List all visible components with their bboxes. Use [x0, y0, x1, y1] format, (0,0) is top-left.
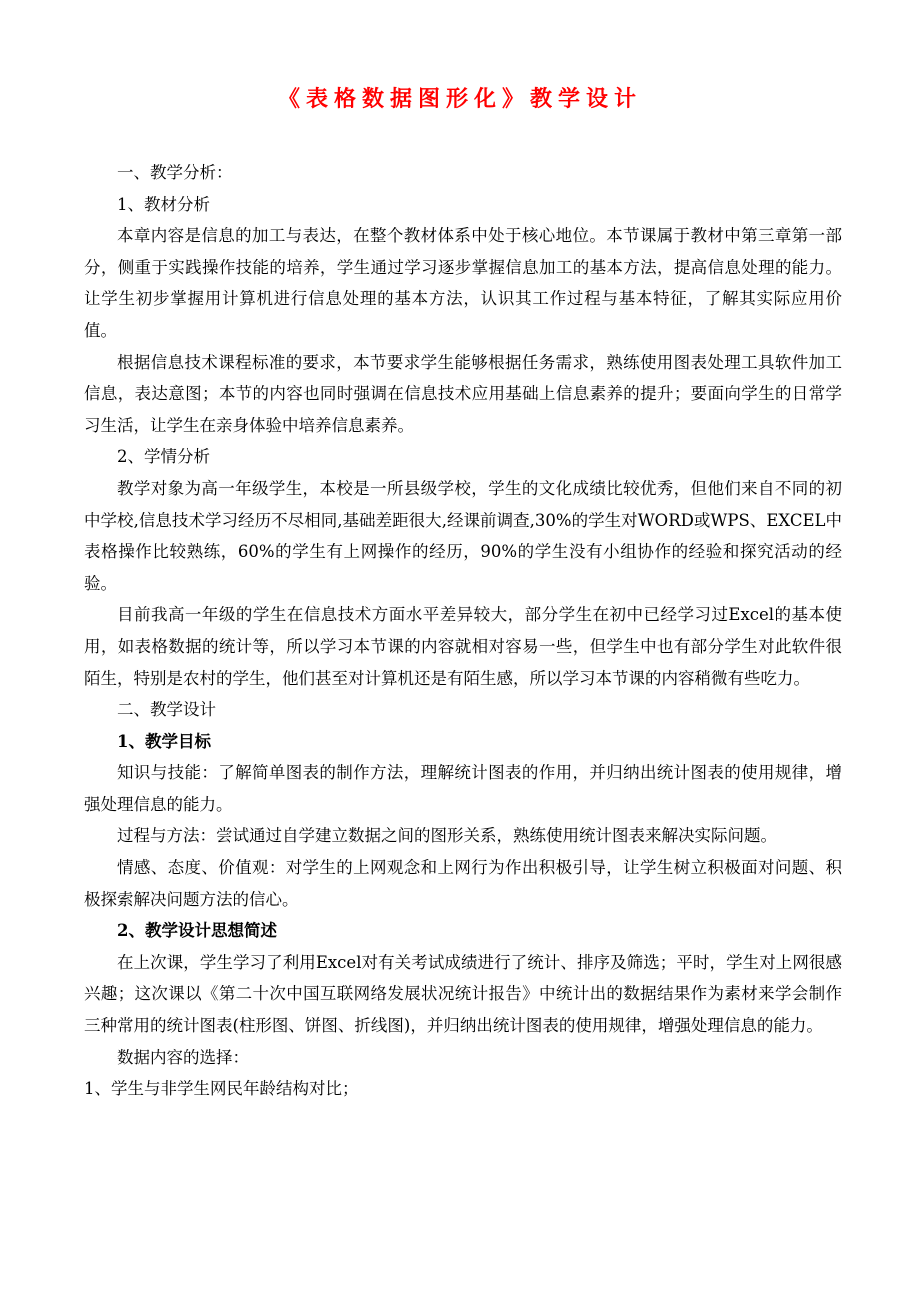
- subsection-heading-learner-analysis: 2、学情分析: [117, 447, 210, 467]
- subsection-heading-design-rationale: 2、教学设计思想简述: [117, 921, 277, 941]
- subsection-heading-textbook-analysis: 1、教材分析: [117, 194, 210, 214]
- paragraph-textbook-analysis-2: 根据信息技术课程标准的要求，本节要求学生能够根据任务需求，熟练使用图表处理工具软件加工信息，表达意图；本节的内容也同时强调在信息技术应用基础上信息素养的提升；要面向学生的日常学习生活，让学生在亲身体验中培养信息素养。: [84, 352, 842, 435]
- paragraph-textbook-analysis-1: 本章内容是信息的加工与表达，在整个教材体系中处于核心地位。本节课属于教材中第三章第一部分，侧重于实践操作技能的培养，学生通过学习逐步掌握信息加工的基本方法，提高信息处理的能力。让学生初步掌握用计算机进行信息处理的基本方法，认识其工作过程与基本特征，了解其实际应用价值。: [84, 226, 842, 340]
- paragraph-learner-analysis-1: 教学对象为高一年级学生，本校是一所县级学校，学生的文化成绩比较优秀，但他们来自不同的初中学校,信息技术学习经历不尽相同,基础差距很大,经课前调查,30%的学生对WORD或WPS、EXCEL中表格操作比较熟练，60%的学生有上网操作的经历，90%的学生没有小组协作的经验和探究活动的经验。: [84, 478, 842, 593]
- paragraph-data-item-1: 1、学生与非学生网民年龄结构对比；: [84, 1079, 359, 1099]
- paragraph-data-selection-heading: 数据内容的选择：: [117, 1047, 249, 1067]
- section-heading-teaching-analysis: 一、教学分析：: [117, 163, 233, 182]
- section-heading-teaching-design: 二、教学设计: [117, 700, 216, 720]
- document-body: [84, 157, 842, 1105]
- paragraph-design-rationale: 在上次课，学生学习了利用Excel对有关考试成绩进行了统计、排序及筛选；平时，学生对上网很感兴趣；这次课以《第二十次中国互联网络发展状况统计报告》中统计出的数据结果作为素材来学会制作三种常用的统计图表(柱形图、饼图、折线图)，并归纳出统计图表的使用规律，增强处理信息的能力。: [84, 952, 842, 1036]
- paragraph-goal-knowledge-skills: 知识与技能：了解简单图表的制作方法，理解统计图表的作用，并归纳出统计图表的使用规律，增强处理信息的能力。: [84, 763, 842, 814]
- paragraph-goal-attitudes-values: 情感、态度、价值观：对学生的上网观念和上网行为作出积极引导，让学生树立积极面对问题、积极探索解决问题方法的信心。: [84, 858, 842, 909]
- paragraph-learner-analysis-2: 目前我高一年级的学生在信息技术方面水平差异较大，部分学生在初中已经学习过Excel的基本使用，如表格数据的统计等，所以学习本节课的内容就相对容易一些，但学生中也有部分学生对此软件很陌生，特别是农村的学生，他们甚至对计算机还是有陌生感，所以学习本节课的内容稍微有些吃力。: [84, 605, 842, 688]
- paragraph-goal-process-methods: 过程与方法：尝试通过自学建立数据之间的图形关系，熟练使用统计图表来解决实际问题。: [117, 826, 777, 846]
- subsection-heading-teaching-goals: 1、教学目标: [117, 731, 211, 751]
- document-title: 《表格数据图形化》教学设计: [277, 86, 642, 112]
